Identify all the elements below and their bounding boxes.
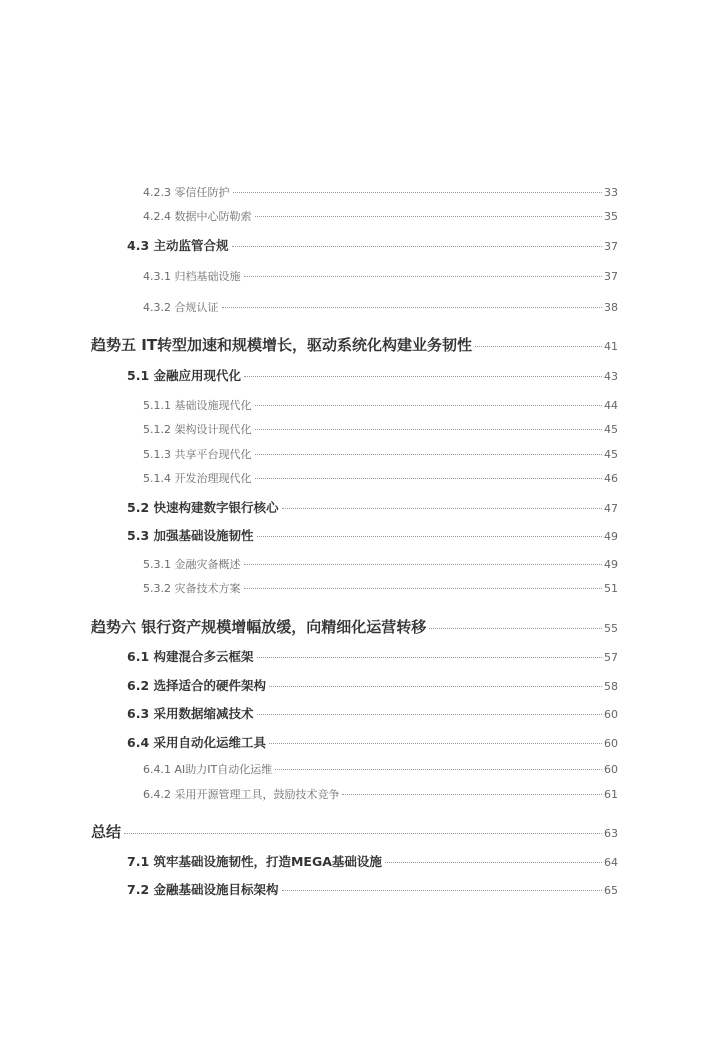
dot-leader (257, 657, 603, 658)
dot-leader (255, 478, 603, 479)
toc-entry-title: 6.4.2 采用开源管理工具，鼓励技术竞争 (143, 788, 340, 801)
toc-page-number: 45 (604, 423, 618, 436)
toc-page-number: 49 (604, 530, 618, 543)
toc-page-number: 55 (604, 622, 618, 635)
toc-entry-title: 5.1.1 基础设施现代化 (143, 399, 252, 412)
toc-entry-trend-6[interactable] (91, 616, 618, 637)
toc-page-number: 57 (604, 651, 618, 664)
toc-entry-4-3-1[interactable] (143, 268, 618, 284)
toc-entry-5-1-1[interactable] (143, 397, 618, 413)
dot-leader (222, 307, 603, 308)
toc-entry-6-3[interactable] (127, 704, 618, 722)
toc-page-number: 49 (604, 558, 618, 571)
toc-entry-title: 5.1 金融应用现代化 (127, 368, 241, 383)
toc-page-number: 64 (604, 856, 618, 869)
toc-entry-5-1[interactable] (127, 366, 618, 384)
toc-page-number: 58 (604, 680, 618, 693)
dot-leader (255, 216, 603, 217)
dot-leader (269, 686, 602, 687)
toc-page-number: 65 (604, 884, 618, 897)
toc-page-number: 45 (604, 448, 618, 461)
toc-entry-title: 6.1 构建混合多云框架 (127, 649, 254, 664)
dot-leader (257, 536, 603, 537)
toc-entry-5-3-2[interactable] (143, 580, 618, 596)
dot-leader (255, 429, 603, 430)
toc-entry-title: 6.3 采用数据缩减技术 (127, 706, 254, 721)
toc-entry-5-1-4[interactable] (143, 470, 618, 486)
toc-entry-4-2-4[interactable] (143, 208, 618, 224)
toc-page-number: 43 (604, 370, 618, 383)
dot-leader (255, 405, 603, 406)
toc-entry-6-4-1[interactable] (143, 761, 618, 777)
toc-entry-summary[interactable] (91, 821, 618, 842)
toc-entry-6-4[interactable] (127, 733, 618, 751)
toc-entry-title: 趋势五 IT转型加速和规模增长，驱动系统化构建业务韧性 (91, 336, 473, 354)
toc-page-number: 46 (604, 472, 618, 485)
dot-leader (233, 192, 603, 193)
toc-page-number: 33 (604, 186, 618, 199)
toc-page-number: 35 (604, 210, 618, 223)
dot-leader (429, 628, 602, 629)
dot-leader (255, 454, 603, 455)
dot-leader (244, 588, 603, 589)
toc-page-number: 61 (604, 788, 618, 801)
toc-page-number: 63 (604, 827, 618, 840)
toc-entry-title: 趋势六 银行资产规模增幅放缓，向精细化运营转移 (91, 618, 427, 636)
toc-page-number: 47 (604, 502, 618, 515)
toc-entry-title: 5.2 快速构建数字银行核心 (127, 500, 279, 515)
toc-entry-title: 4.3.1 归档基础设施 (143, 270, 241, 283)
toc-entry-title: 总结 (91, 823, 122, 841)
toc-entry-5-3[interactable] (127, 526, 618, 544)
toc-entry-6-1[interactable] (127, 647, 618, 665)
dot-leader (342, 794, 602, 795)
toc-entry-5-2[interactable] (127, 498, 618, 516)
toc-entry-6-4-2[interactable] (143, 786, 618, 802)
toc-entry-trend-5[interactable] (91, 334, 618, 355)
toc-entry-title: 5.3.1 金融灾备概述 (143, 558, 241, 571)
dot-leader (124, 833, 602, 834)
toc-page-number: 60 (604, 708, 618, 721)
dot-leader (385, 862, 602, 863)
dot-leader (269, 743, 602, 744)
toc-entry-7-2[interactable] (127, 880, 618, 898)
dot-leader (257, 714, 603, 715)
toc-page-number: 51 (604, 582, 618, 595)
dot-leader (282, 890, 603, 891)
toc-entry-6-2[interactable] (127, 676, 618, 694)
dot-leader (282, 508, 603, 509)
toc-entry-title: 5.1.2 架构设计现代化 (143, 423, 252, 436)
toc-entry-title: 4.3.2 合规认证 (143, 301, 219, 314)
toc-page-number: 60 (604, 737, 618, 750)
toc-entry-title: 6.4.1 AI助力IT自动化运维 (143, 763, 273, 776)
toc-entry-5-3-1[interactable] (143, 556, 618, 572)
dot-leader (244, 376, 602, 377)
toc-entry-5-1-3[interactable] (143, 446, 618, 462)
toc-entry-title: 6.2 选择适合的硬件架构 (127, 678, 266, 693)
toc-entry-title: 4.3 主动监管合规 (127, 238, 229, 253)
toc-entry-5-1-2[interactable] (143, 421, 618, 437)
toc-page-number: 60 (604, 763, 618, 776)
toc-page-number: 37 (604, 270, 618, 283)
toc-page-number: 41 (604, 340, 618, 353)
toc-entry-title: 7.2 金融基础设施目标架构 (127, 882, 279, 897)
toc-entry-title: 4.2.3 零信任防护 (143, 186, 230, 199)
toc-entry-title: 6.4 采用自动化运维工具 (127, 735, 266, 750)
dot-leader (275, 769, 602, 770)
toc-page-number: 44 (604, 399, 618, 412)
dot-leader (475, 346, 602, 347)
toc-entry-title: 5.3.2 灾备技术方案 (143, 582, 241, 595)
toc-entry-7-1[interactable] (127, 852, 618, 870)
toc-entry-4-3[interactable] (127, 236, 618, 254)
toc-entry-4-2-3[interactable] (143, 184, 618, 200)
dot-leader (244, 564, 603, 565)
toc-entry-title: 5.1.4 开发治理现代化 (143, 472, 252, 485)
toc-entry-title: 4.2.4 数据中心防勒索 (143, 210, 252, 223)
dot-leader (232, 246, 603, 247)
toc-entry-title: 5.1.3 共享平台现代化 (143, 448, 252, 461)
toc-entry-4-3-2[interactable] (143, 299, 618, 315)
toc-entry-title: 5.3 加强基础设施韧性 (127, 528, 254, 543)
dot-leader (244, 276, 603, 277)
toc-page-number: 37 (604, 240, 618, 253)
toc-page-number: 38 (604, 301, 618, 314)
toc-entry-title: 7.1 筑牢基础设施韧性，打造MEGA基础设施 (127, 854, 382, 869)
